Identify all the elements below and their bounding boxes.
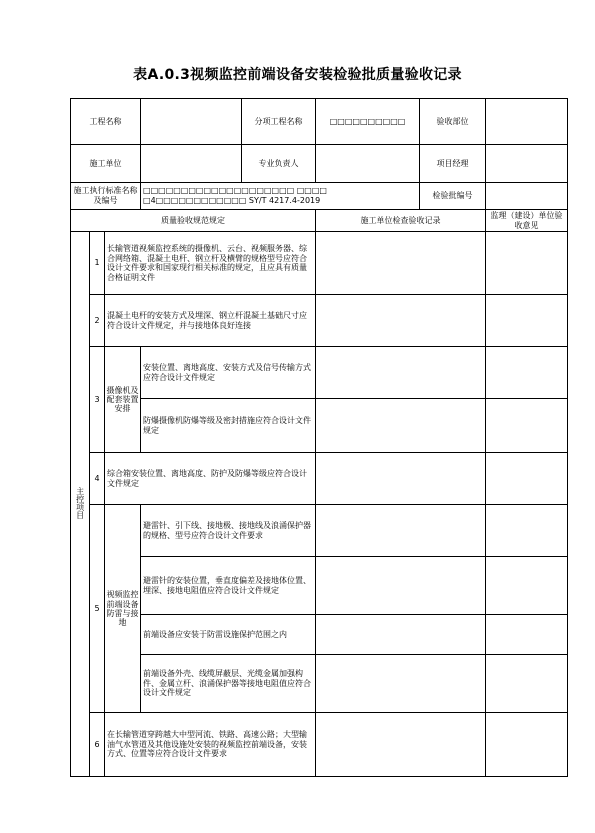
supervision-opinion-cell[interactable] bbox=[486, 453, 568, 505]
supervision-opinion-cell[interactable] bbox=[486, 232, 568, 295]
acceptance-record-table bbox=[70, 98, 568, 777]
item-sub-text: 前端设备应安装于防雷设施保护范围之内 bbox=[141, 615, 316, 655]
batch-no-label: 检验批编号 bbox=[420, 183, 486, 210]
item-text: 长输管道视频监控系统的摄像机、云台、视频服务器、综合网络箱、混凝土电杆、钢立杆及横臂的规格型号应符合设计文件要求和国家现行相关标准的规定，且应具有质量合格证明文件 bbox=[105, 232, 316, 295]
col-header-opinion: 监理（建设）单位验收意见 bbox=[486, 210, 568, 232]
acceptance-part-label: 验收部位 bbox=[420, 99, 486, 145]
specialty-lead-value[interactable] bbox=[316, 145, 420, 183]
item-sub-label: 视频监控前端设备防雷与接地 bbox=[105, 505, 141, 713]
inspection-record-cell[interactable] bbox=[316, 295, 486, 347]
inspection-record-cell[interactable] bbox=[316, 232, 486, 295]
item-text: 混凝土电杆的安装方式及埋深、钢立杆混凝土基础尺寸应符合设计文件规定，并与接地体良好连接 bbox=[105, 295, 316, 347]
project-manager-value[interactable] bbox=[486, 145, 568, 183]
inspection-record-cell[interactable] bbox=[316, 615, 486, 655]
col-header-record: 施工单位检查验收记录 bbox=[316, 210, 486, 232]
construction-unit-value[interactable] bbox=[141, 145, 242, 183]
standard-value[interactable]: □□□□□□□□□□□□□□□□□□□□ □□□□ □4□□□□□□□□□□□□ SY/T 4217.4-2019 bbox=[141, 183, 420, 210]
inspection-record-cell[interactable] bbox=[316, 347, 486, 399]
category-label bbox=[71, 232, 90, 777]
project-manager-label: 项目经理 bbox=[420, 145, 486, 183]
col-header-spec: 质量验收规范规定 bbox=[71, 210, 316, 232]
supervision-opinion-cell[interactable] bbox=[486, 347, 568, 399]
sub-project-value[interactable]: □□□□□□□□□□ bbox=[316, 99, 420, 145]
construction-unit-label: 施工单位 bbox=[71, 145, 141, 183]
specialty-lead-label: 专业负责人 bbox=[242, 145, 316, 183]
item-no: 2 bbox=[90, 295, 105, 347]
item-sub-text: 安装位置、离地高度、安装方式及信号传输方式应符合设计文件规定 bbox=[141, 347, 316, 399]
item-no: 6 bbox=[90, 713, 105, 777]
supervision-opinion-cell[interactable] bbox=[486, 615, 568, 655]
item-sub-label: 摄像机及配套装置安排 bbox=[105, 347, 141, 453]
supervision-opinion-cell[interactable] bbox=[486, 655, 568, 713]
inspection-record-cell[interactable] bbox=[316, 655, 486, 713]
supervision-opinion-cell[interactable] bbox=[486, 557, 568, 615]
item-sub-text: 防爆摄像机防爆等级及密封措施应符合设计文件规定 bbox=[141, 399, 316, 453]
project-name-value[interactable] bbox=[141, 99, 242, 145]
inspection-record-cell[interactable] bbox=[316, 557, 486, 615]
acceptance-part-value[interactable] bbox=[486, 99, 568, 145]
standard-label: 施工执行标准名称及编号 bbox=[71, 183, 141, 210]
inspection-record-cell[interactable] bbox=[316, 453, 486, 505]
supervision-opinion-cell[interactable] bbox=[486, 505, 568, 557]
item-sub-text: 前端设备外壳、线缆屏蔽层、光缆金属加强构件、金属立杆、浪涌保护器等接地电阻值应符合设计文件规定 bbox=[141, 655, 316, 713]
page-title: 表A.0.3视频监控前端设备安装检验批质量验收记录 bbox=[133, 67, 462, 83]
item-sub-text: 避雷针、引下线、接地极、接地线及浪涌保护器的规格、型号应符合设计文件要求 bbox=[141, 505, 316, 557]
supervision-opinion-cell[interactable] bbox=[486, 713, 568, 777]
item-no: 1 bbox=[90, 232, 105, 295]
inspection-record-cell[interactable] bbox=[316, 713, 486, 777]
inspection-record-cell[interactable] bbox=[316, 399, 486, 453]
item-no: 3 bbox=[90, 347, 105, 453]
supervision-opinion-cell[interactable] bbox=[486, 295, 568, 347]
item-no: 4 bbox=[90, 453, 105, 505]
item-text: 在长输管道穿跨越大中型河流、铁路、高速公路；大型输油气水管道及其他设施处安装的视频监控前端设备，安装方式、位置等应符合设计文件要求 bbox=[105, 713, 316, 777]
sub-project-label: 分项工程名称 bbox=[242, 99, 316, 145]
batch-no-value[interactable] bbox=[486, 183, 568, 210]
item-sub-text: 避雷针的安装位置，垂直度偏差及接地体位置、埋深、接地电阻值应符合设计文件规定 bbox=[141, 557, 316, 615]
inspection-record-cell[interactable] bbox=[316, 505, 486, 557]
item-no: 5 bbox=[90, 505, 105, 713]
supervision-opinion-cell[interactable] bbox=[486, 399, 568, 453]
category-text: 主控项目 bbox=[75, 487, 85, 520]
item-text: 综合箱安装位置、离地高度、防护及防爆等级应符合设计文件规定 bbox=[105, 453, 316, 505]
project-name-label: 工程名称 bbox=[71, 99, 141, 145]
